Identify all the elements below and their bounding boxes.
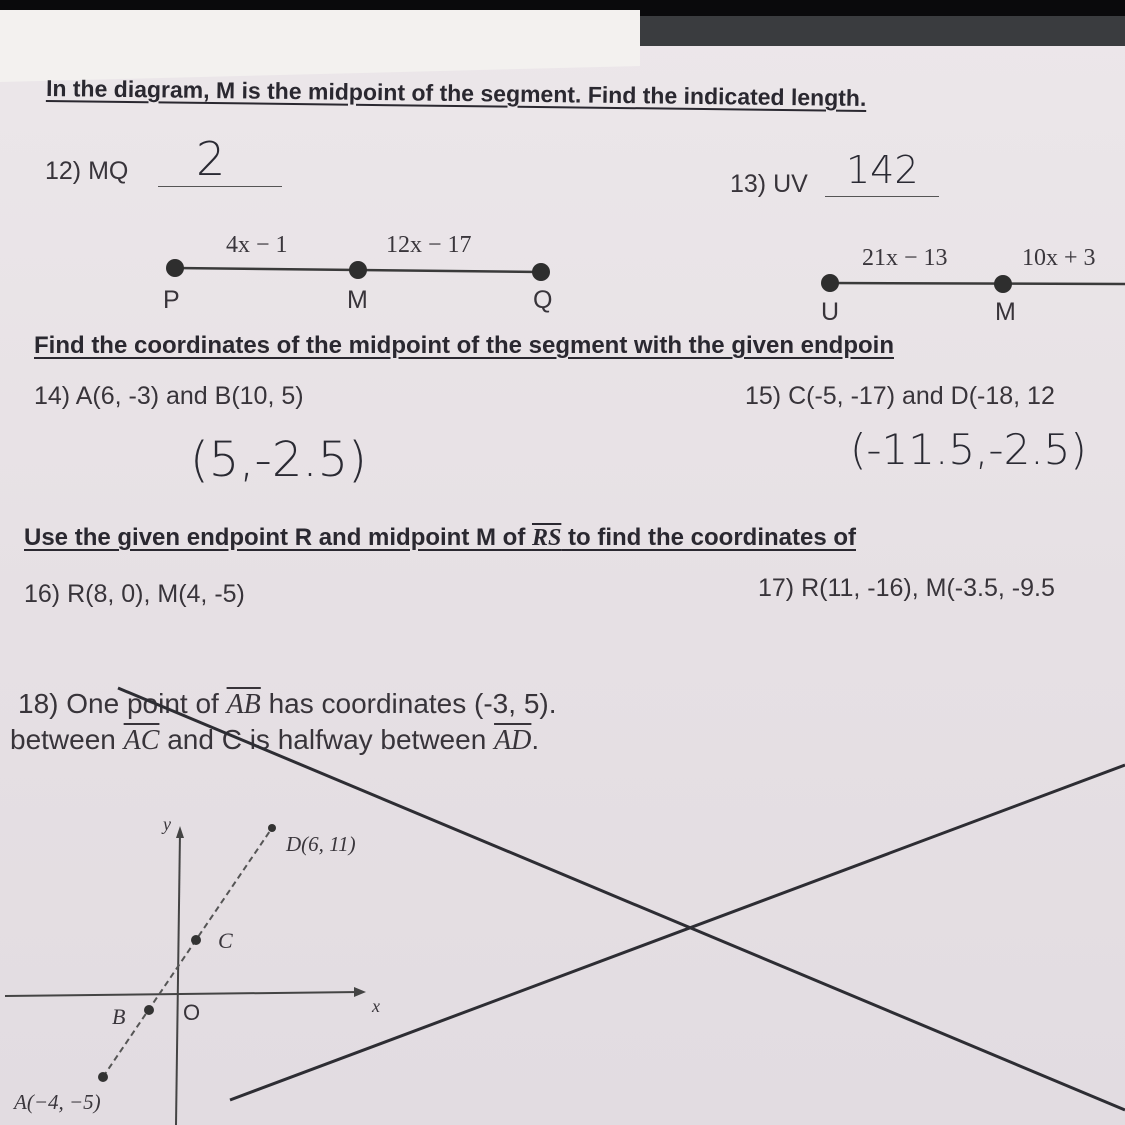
q14-answer: (5,-2.5) (190, 432, 367, 488)
q12-label: 12) MQ (45, 157, 129, 185)
graph-dot-b (144, 1005, 154, 1015)
q13-point-m: M (995, 298, 1016, 326)
q12-dot-m (349, 261, 367, 279)
q12-answer: 2 (196, 132, 226, 186)
q15-label: 15) C(-5, -17) and D(-18, 12 (745, 382, 1055, 410)
graph-x-label: x (372, 996, 380, 1016)
q17-label: 17) R(11, -16), M(-3.5, -9.5 (758, 574, 1055, 602)
q13-answer: 142 (846, 148, 919, 192)
graph-dot-a (98, 1072, 108, 1082)
q12-point-p: P (163, 286, 180, 314)
q12-right-expr: 12x − 17 (386, 232, 472, 258)
q14-label: 14) A(6, -3) and B(10, 5) (34, 382, 304, 410)
q18-line1: 18) One point of $\overline{AB}$ has coordinates (-3, 5). (18, 688, 557, 720)
graph-point-b-label: B (112, 1004, 126, 1029)
q13-label: 13) UV (730, 170, 808, 198)
graph-x-arrow (354, 987, 366, 997)
q12-left-expr: 4x − 1 (226, 232, 288, 258)
section3-instruction: Use the given endpoint R and midpoint M of RS to find the coordinates of (24, 524, 856, 551)
graph-dot-c (191, 935, 201, 945)
q13-segment (830, 283, 1125, 284)
q12-dot-q (532, 263, 550, 281)
graph-point-c-label: C (218, 928, 233, 953)
cross-out-stroke-1 (118, 688, 1125, 1110)
q15-answer: (-11.5,-2.5) (850, 425, 1087, 474)
graph-y-label: y (163, 814, 171, 834)
section2-instruction: Find the coordinates of the midpoint of the segment with the given endpoin (34, 332, 894, 359)
graph-y-arrow (176, 826, 184, 838)
graph-segment-ad (103, 828, 272, 1077)
q13-dot-u (821, 274, 839, 292)
q12-point-q: Q (533, 286, 553, 314)
cross-out-stroke-2 (230, 765, 1125, 1100)
graph-dot-d (268, 824, 276, 832)
q13-left-expr: 21x − 13 (862, 245, 948, 271)
graph-origin-label: O (183, 1000, 201, 1025)
q13-right-expr: 10x + 3 (1022, 245, 1096, 271)
graph-point-d-label: D(6, 11) (286, 832, 356, 856)
q12-point-m: M (347, 286, 368, 314)
graph-point-a-label: A(−4, −5) (14, 1090, 101, 1114)
q18-line2: between $\overline{AC}$ and C is halfway between $\overline{AD}$. (10, 724, 540, 756)
q13-point-u: U (821, 298, 840, 326)
q12-dot-p (166, 259, 184, 277)
q16-label: 16) R(8, 0), M(4, -5) (24, 580, 245, 608)
graph-x-axis (5, 992, 360, 996)
q13-dot-m (994, 275, 1012, 293)
graph-y-axis (176, 832, 180, 1125)
section1-instruction: In the diagram, M is the midpoint of the segment. Find the indicated length. (45, 74, 867, 112)
